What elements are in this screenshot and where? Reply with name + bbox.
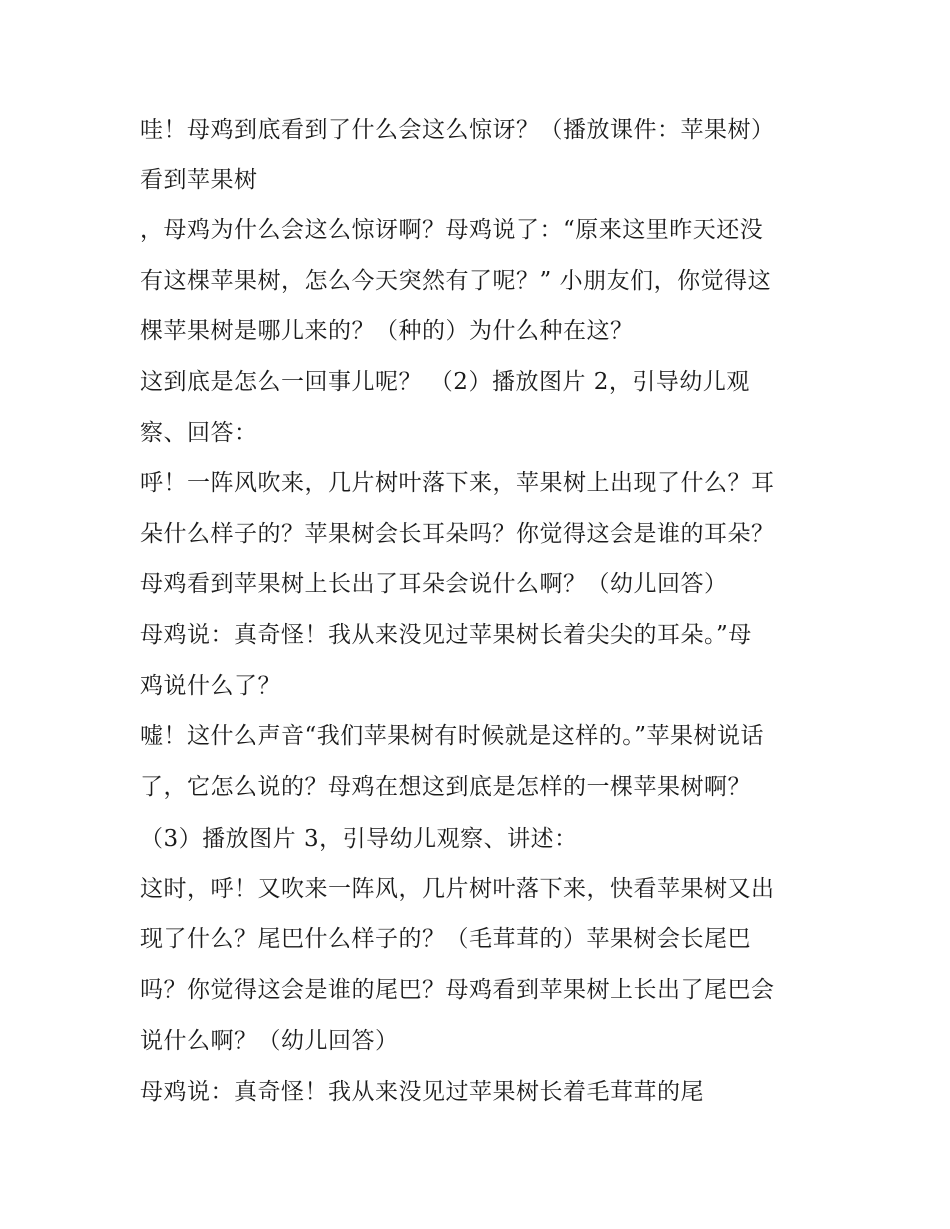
text-line: （3）播放图片 3，引导幼儿观察、讲述： [140, 826, 578, 852]
text-line: 看到苹果树 [140, 167, 258, 193]
text-line: 现了什么？尾巴什么样子的？（毛茸茸的）苹果树会长尾巴 [140, 926, 751, 952]
text-line: ，母鸡为什么会这么惊讶啊？母鸡说了：“原来这里昨天还没 [140, 217, 764, 243]
text-line: 吗？你觉得这会是谁的尾巴？母鸡看到苹果树上长出了尾巴会 [140, 977, 775, 1003]
text-line: 母鸡说：真奇怪！我从来没见过苹果树长着尖尖的耳朵。”母 [140, 622, 752, 648]
text-line: 察、回答： [140, 420, 258, 446]
text-line: 哇！母鸡到底看到了什么会这么惊讶？（播放课件：苹果树） [140, 117, 775, 143]
text-line: 说什么啊？（幼儿回答） [140, 1028, 399, 1054]
text-line: 这时，呼！又吹来一阵风，几片树叶落下来，快看苹果树又出 [140, 876, 775, 902]
text-line: 有这棵苹果树，怎么今天突然有了呢？” 小朋友们，你觉得这 [140, 268, 772, 294]
text-line: 呼！一阵风吹来，几片树叶落下来，苹果树上出现了什么？耳 [140, 470, 775, 496]
text-line: 鸡说什么了？ [140, 673, 281, 699]
text-line: 母鸡看到苹果树上长出了耳朵会说什么啊？（幼儿回答） [140, 571, 728, 597]
text-line: 这到底是怎么一回事儿呢？ （2）播放图片 2，引导幼儿观 [140, 369, 750, 395]
text-line: 母鸡说：真奇怪！我从来没见过苹果树长着毛茸茸的尾 [140, 1079, 704, 1105]
text-line: 棵苹果树是哪儿来的？（种的）为什么种在这？ [140, 318, 634, 344]
text-line: 朵什么样子的？苹果树会长耳朵吗？你觉得这会是谁的耳朵？ [140, 521, 775, 547]
text-line: 嘘！这什么声音“我们苹果树有时候就是这样的。”苹果树说话 [140, 723, 765, 749]
text-line: 了，它怎么说的？母鸡在想这到底是怎样的一棵苹果树啊？ [140, 774, 751, 800]
